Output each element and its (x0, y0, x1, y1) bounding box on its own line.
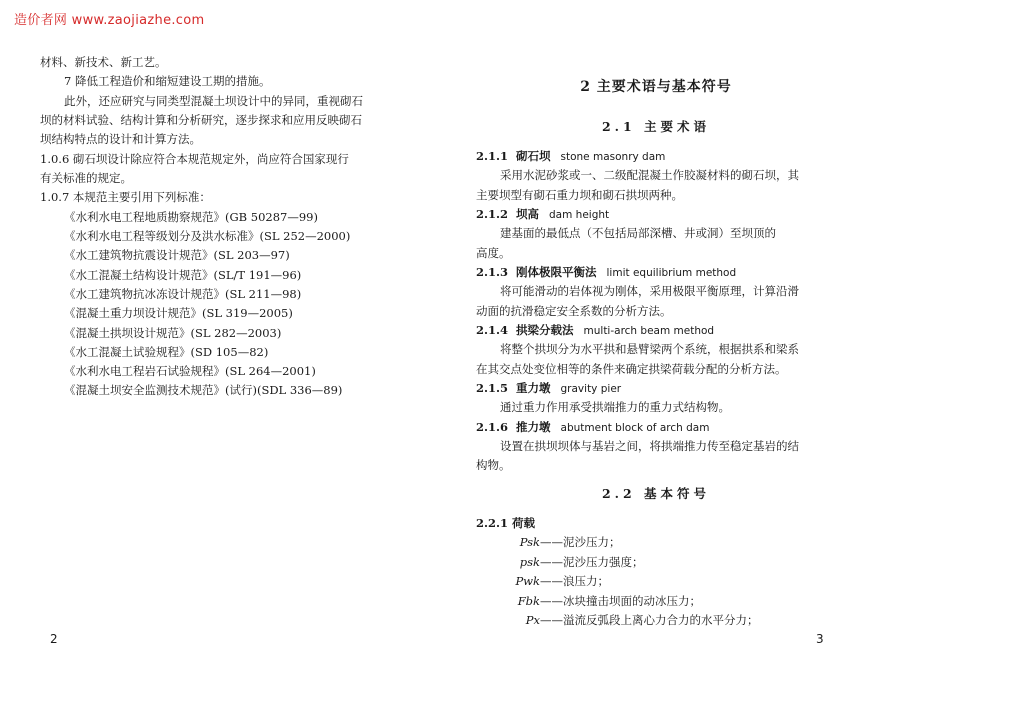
symbol-row (476, 613, 836, 627)
reference-standard: 《水工混凝土结构设计规范》(SL/T 191—96) (64, 268, 302, 282)
term-number: 2.1.6 (476, 420, 509, 434)
reference-standard: 《水工建筑物抗震设计规范》(SL 203—97) (64, 248, 290, 262)
text-line: 7 降低工程造价和缩短建设工期的措施。 (64, 74, 271, 88)
term-english: gravity pier (560, 383, 622, 395)
term-english: multi-arch beam method (583, 325, 715, 337)
term-description: 在其交点处变位相等的条件来确定拱梁荷载分配的分析方法。 (476, 362, 787, 376)
symbol-description: ——泥沙压力强度； (540, 555, 644, 569)
text-line: 坝结构特点的设计和计算方法。 (40, 132, 201, 146)
reference-standard: 《混凝土重力坝设计规范》(SL 319—2005) (64, 306, 293, 320)
symbol-row (476, 555, 836, 569)
term-name: 重力墩 (516, 381, 551, 395)
section-title: 2.1 主要术语 (601, 119, 711, 134)
reference-standard: 《水工建筑物抗冰冻设计规范》(SL 211—98) (64, 287, 302, 301)
symbol: Fbk (517, 594, 540, 608)
right-page (476, 0, 836, 724)
clause-1-0-6: 1.0.6 砌石坝设计除应符合本规范规定外，尚应符合国家现行 (40, 152, 349, 166)
term-number: 2.1.5 (476, 381, 509, 395)
term-english: abutment block of arch dam (560, 422, 710, 434)
reference-standard: 《水工混凝土试验规程》(SD 105—82) (64, 345, 269, 359)
symbol: Px (525, 613, 540, 627)
term-number: 2.1.4 (476, 323, 509, 337)
term-heading (476, 381, 621, 396)
text-line: 材料、新技术、新工艺。 (40, 55, 167, 69)
term-english: limit equilibrium method (606, 267, 737, 279)
term-description: 将整个拱坝分为水平拱和悬臂梁两个系统，根据拱系和梁系 (500, 342, 799, 356)
term-name: 拱梁分载法 (516, 323, 574, 337)
reference-standard: 《水利水电工程等级划分及洪水标准》(SL 252—2000) (64, 229, 351, 243)
symbol: psk (519, 555, 540, 569)
term-heading (476, 420, 709, 435)
symbol-description: ——泥沙压力； (540, 535, 621, 549)
term-description: 通过重力作用承受拱端推力的重力式结构物。 (500, 400, 730, 414)
symbol: Psk (519, 535, 540, 549)
term-name: 砌石坝 (516, 149, 551, 163)
term-name: 坝高 (516, 207, 540, 221)
reference-standard: 《混凝土拱坝设计规范》(SL 282—2003) (64, 326, 282, 340)
term-name: 推力墩 (516, 420, 551, 434)
symbol-description: ——溢流反弧段上离心力合力的水平分力； (540, 613, 759, 627)
chapter-title: 2 主要术语与基本符号 (580, 79, 732, 95)
term-number: 2.1.2 (476, 207, 509, 221)
symbol-row (476, 594, 836, 608)
text-line: 有关标准的规定。 (40, 171, 132, 185)
term-description: 建基面的最低点（不包括局部深槽、井或洞）至坝顶的 (500, 226, 776, 240)
text-line: 此外，还应研究与同类型混凝土坝设计中的异同，重视砌石 (64, 94, 363, 108)
text-line: 坝的材料试验、结构计算和分析研究，逐步探求和应用反映砌石 (40, 113, 362, 127)
term-description: 采用水泥砂浆或一、二级配混凝土作胶凝材料的砌石坝，其 (500, 168, 799, 182)
term-heading (476, 207, 609, 222)
term-description: 高度。 (476, 246, 511, 260)
reference-standard: 《混凝土坝安全监测技术规范》(试行)(SDL 336—89) (64, 383, 343, 397)
term-description: 将可能滑动的岩体视为刚体，采用极限平衡原理，计算沿滑 (500, 284, 799, 298)
watermark: 造价者网 www.zaojiazhe.com (14, 13, 205, 28)
section-title: 2.2 基本符号 (601, 486, 711, 501)
term-description: 主要坝型有砌石重力坝和砌石拱坝两种。 (476, 188, 683, 202)
symbol-description: ——冰块撞击坝面的动冰压力； (540, 594, 701, 608)
symbol-row (476, 535, 836, 549)
page-number: 3 (816, 632, 824, 646)
term-english: dam height (549, 209, 610, 221)
symbol-description: ——浪压力； (540, 574, 609, 588)
left-page (40, 0, 400, 724)
term-name: 刚体极限平衡法 (516, 265, 597, 279)
term-number: 2.1.3 (476, 265, 509, 279)
term-heading (476, 149, 665, 164)
page-number: 2 (50, 632, 58, 646)
term-description: 设置在拱坝坝体与基岩之间，将拱端推力传至稳定基岩的结 (500, 439, 799, 453)
reference-standard: 《水利水电工程岩石试验规程》(SL 264—2001) (64, 364, 316, 378)
term-heading (476, 265, 736, 280)
term-description: 动面的抗滑稳定安全系数的分析方法。 (476, 304, 672, 318)
clause-1-0-7: 1.0.7 本规范主要引用下列标准： (40, 190, 211, 204)
term-number: 2.1.1 (476, 149, 509, 163)
symbol: Pwk (515, 574, 540, 588)
subsection-title: 2.2.1 荷载 (476, 516, 536, 530)
reference-standard: 《水利水电工程地质勘察规范》(GB 50287—99) (64, 210, 318, 224)
term-english: stone masonry dam (560, 151, 666, 163)
term-heading (476, 323, 714, 338)
symbol-row (476, 574, 836, 588)
term-description: 构物。 (476, 458, 511, 472)
